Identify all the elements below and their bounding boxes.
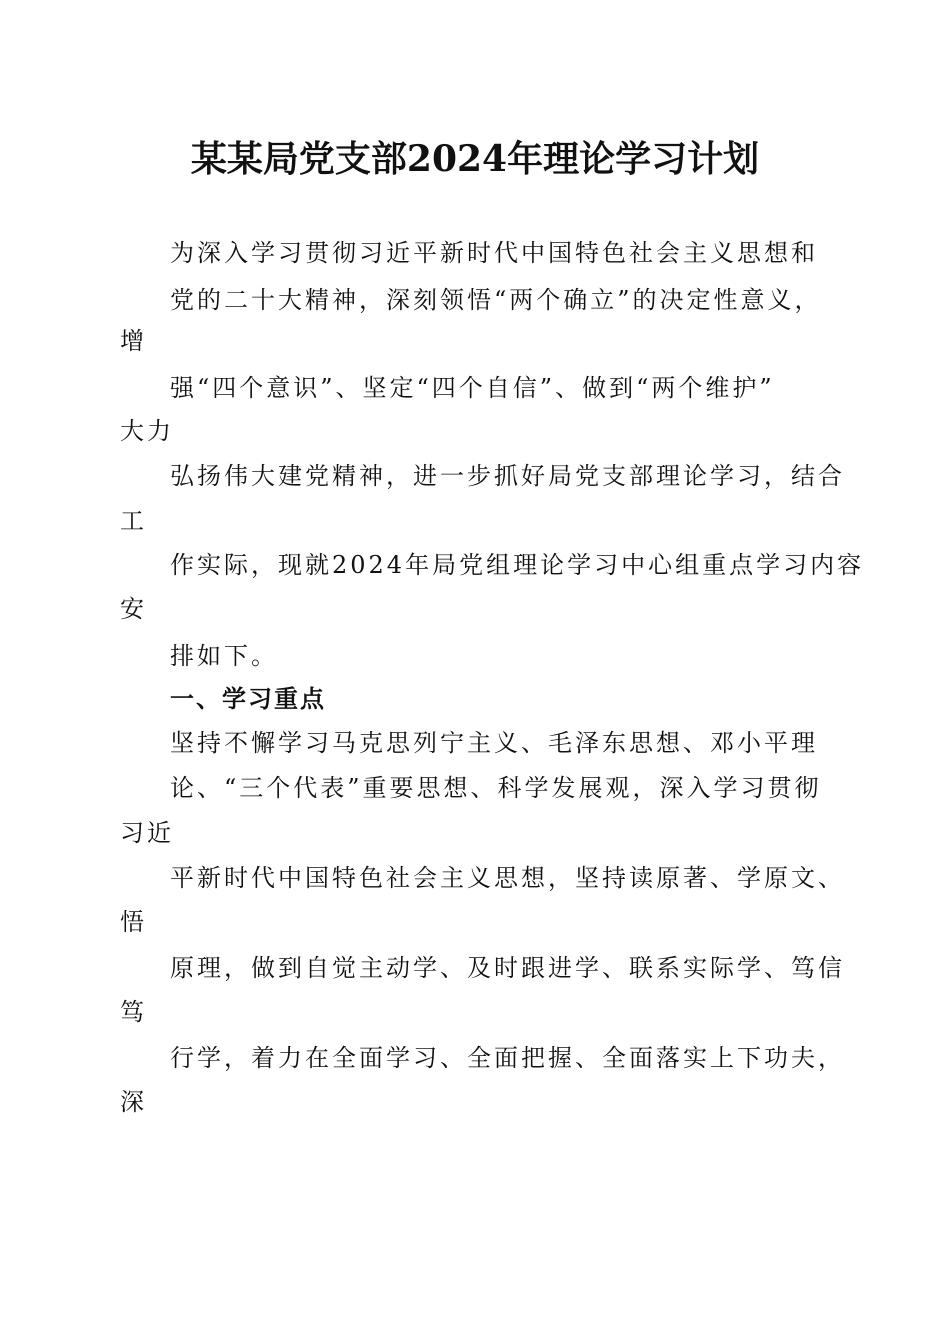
body-line: 工 [120, 507, 147, 535]
body-line: 习近 [120, 819, 174, 847]
body-line: 排如下。 [170, 642, 278, 670]
body-line: 弘扬伟大建党精神，进一步抓好局党支部理论学习，结合 [170, 462, 845, 490]
body-line: 增 [120, 327, 147, 355]
body-line: 悟 [120, 908, 147, 936]
body-line: 行学，着力在全面学习、全面把握、全面落实上下功夫， [170, 1044, 845, 1072]
body-line: 论、“三个代表”重要思想、科学发展观，深入学习贯彻 [170, 774, 822, 802]
body-line: 党的二十大精神，深刻领悟“两个确立”的决定性意义， [170, 286, 822, 314]
body-line: 笃 [120, 998, 147, 1026]
document-title: 某某局党支部2024年理论学习计划 [190, 138, 760, 180]
body-line: 安 [120, 595, 147, 623]
body-line: 作实际，现就2024年局党组理论学习中心组重点学习内容 [170, 551, 865, 579]
body-line: 为深入学习贯彻习近平新时代中国特色社会主义思想和 [170, 239, 818, 267]
body-line: 强“四个意识”、坚定“四个自信”、做到“两个维护” [170, 374, 775, 402]
body-line: 大力 [120, 417, 174, 445]
body-line: 坚持不懈学习马克思列宁主义、毛泽东思想、邓小平理 [170, 729, 818, 757]
body-line: 平新时代中国特色社会主义思想，坚持读原著、学原文、 [170, 864, 845, 892]
body-line: 深 [120, 1088, 147, 1116]
body-line: 原理，做到自觉主动学、及时跟进学、联系实际学、笃信 [170, 954, 845, 982]
section-heading: 一、学习重点 [170, 685, 326, 713]
